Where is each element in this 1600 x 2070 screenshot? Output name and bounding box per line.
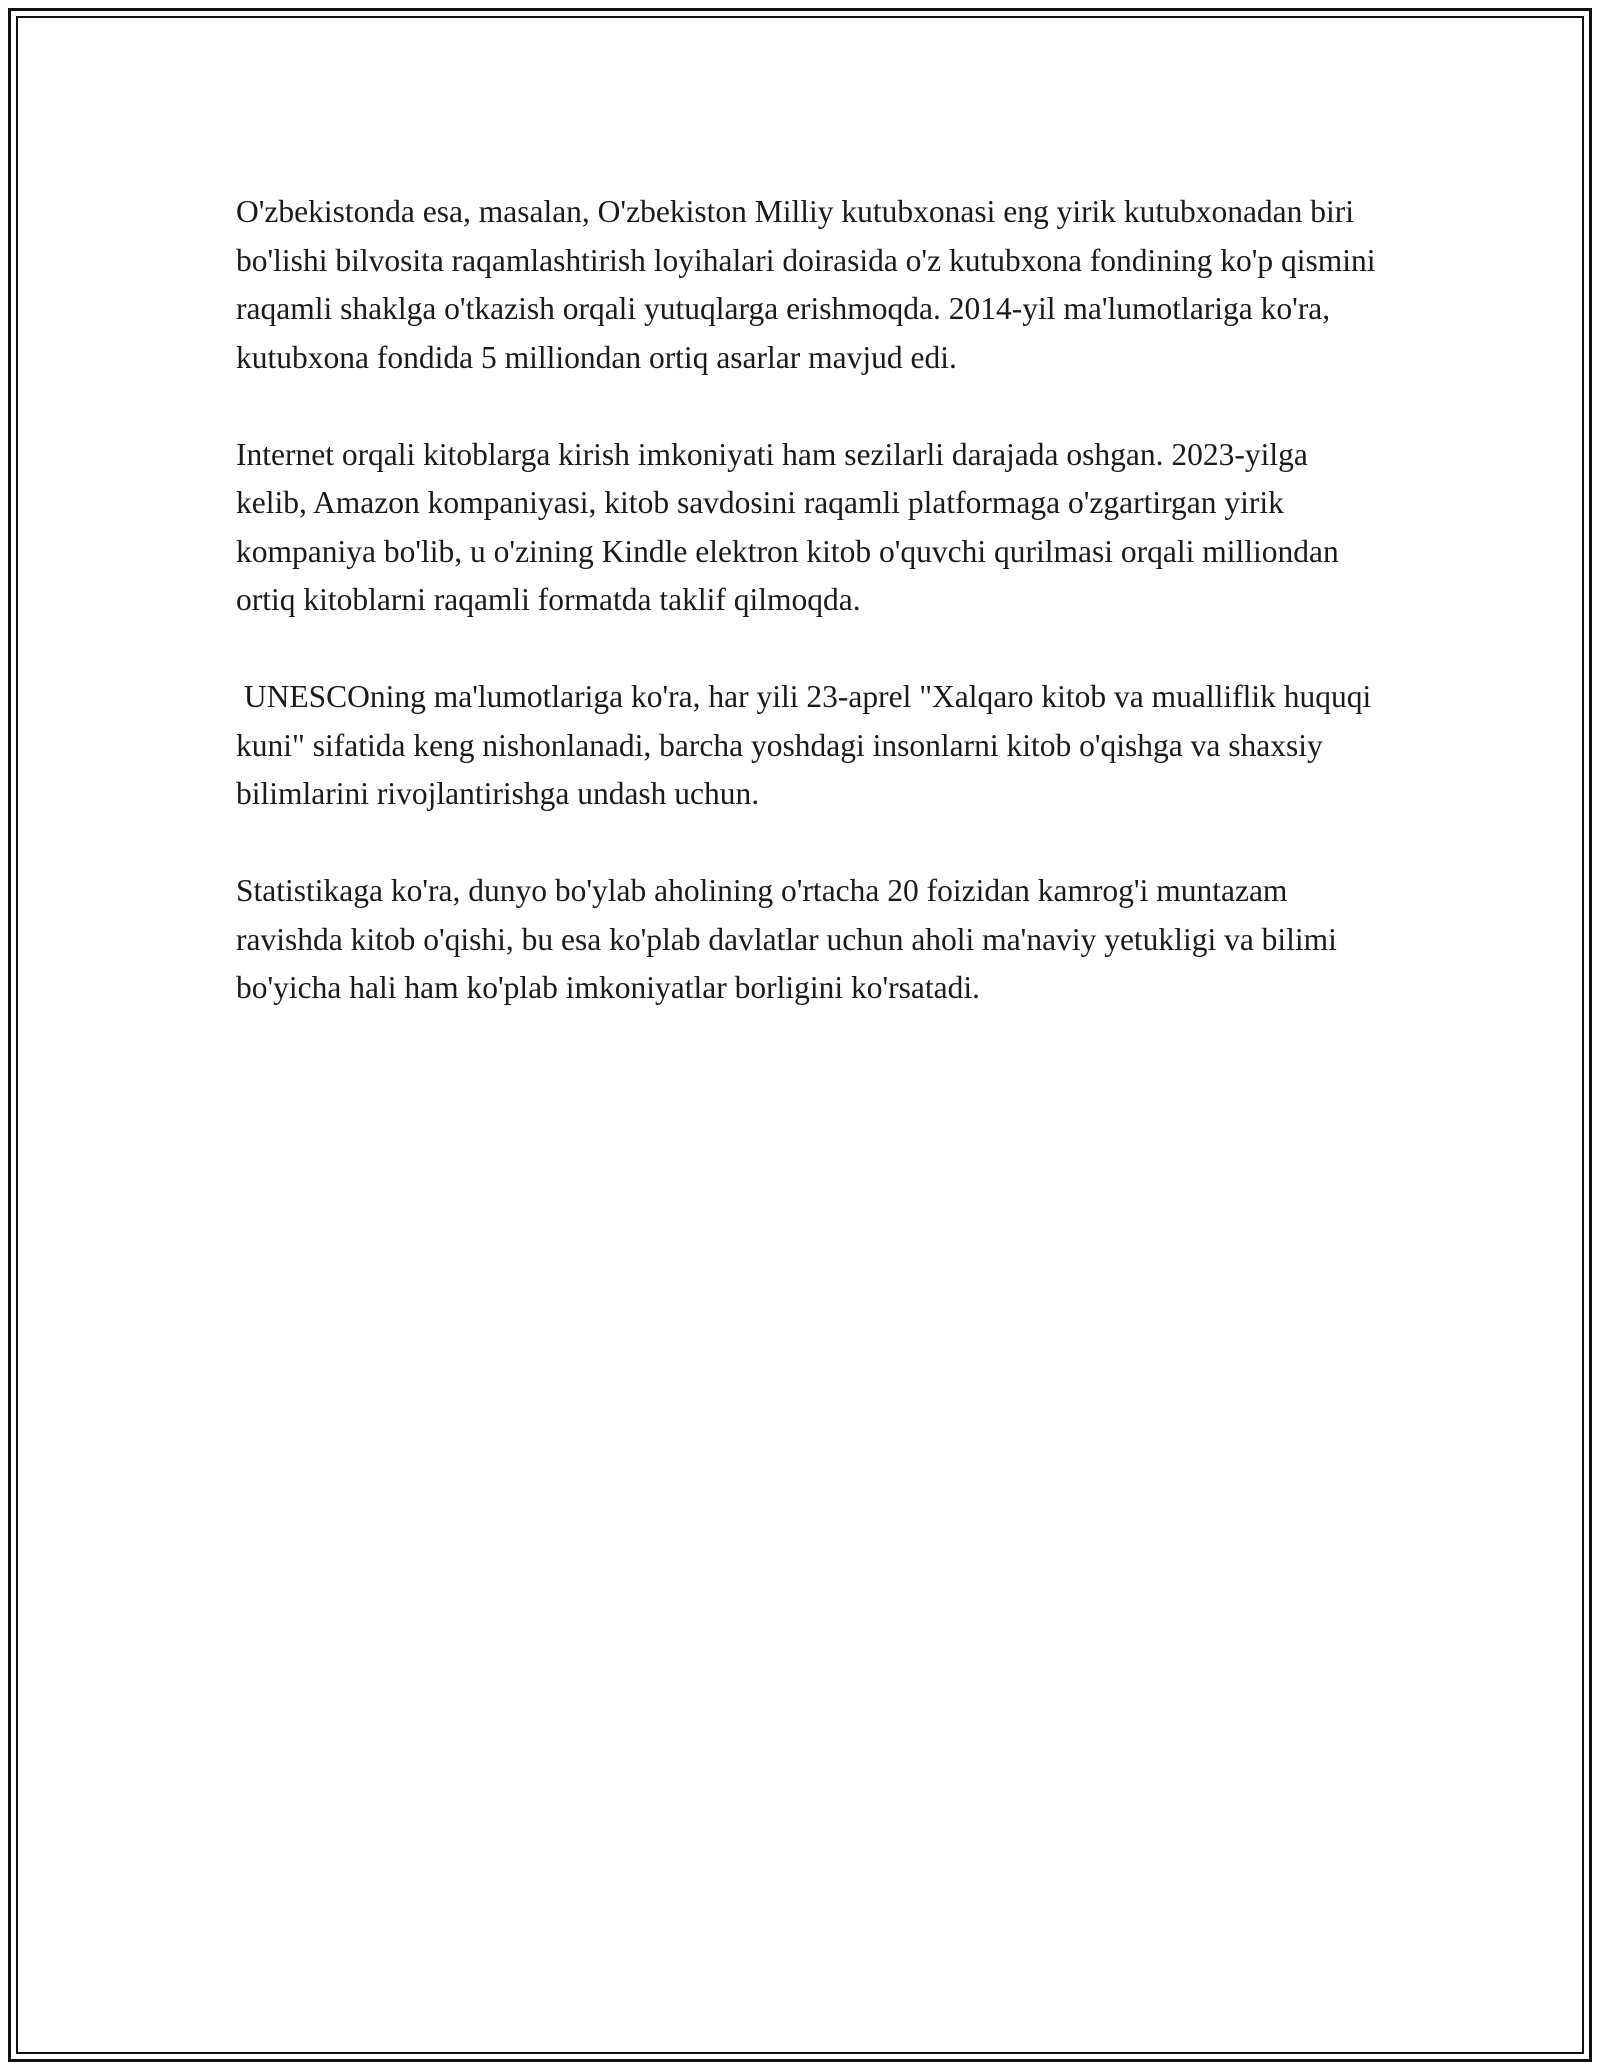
paragraph-unesco: UNESCOning ma'lumotlariga ko'ra, har yili 23-aprel "Xalqaro kitob va mualliflik huquqi kuni" sifatida keng nishonlanadi, barcha yoshdagi insonlarni kitob o'qishga va shaxsiy bilimlarini rivojlantirishga undash uchun. [236,679,1372,811]
paragraph-statistics: Statistikaga ko'ra, dunyo bo'ylab aholining o'rtacha 20 foizidan kamrog'i muntazam ravishda kitob o'qishi, bu esa ko'plab davlatlar uchun aholi ma'naviy yetukligi va bilimi bo'yicha hali ham ko'plab imkoniyatlar borligini ko'rsatadi. [236,873,1337,1005]
paragraph-national-library: O'zbekistonda esa, masalan, O'zbekiston Milliy kutubxonasi eng yirik kutubxonadan biri bo'lishi bilvosita raqamlashtirish loyihalari doirasida o'z kutubxona fondining ko'p qismini raqamli shaklga o'tkazish orqali yutuqlarga erishmoqda. 2014-yil ma'lumotlariga ko'ra, kutubxona fondida 5 milliondan ortiq asarlar mavjud edi. [236,194,1376,375]
paragraph-internet-books: Internet orqali kitoblarga kirish imkoniyati ham sezilarli darajada oshgan. 2023-yilga kelib, Amazon kompaniyasi, kitob savdosini raqamli platformaga o'zgartirgan yirik kompaniya bo'lib, u o'zining Kindle elektron kitob o'quvchi qurilmasi orqali milliondan ortiq kitoblarni raqamli formatda taklif qilmoqda. [236,436,1339,617]
document-body [236,188,1386,1061]
